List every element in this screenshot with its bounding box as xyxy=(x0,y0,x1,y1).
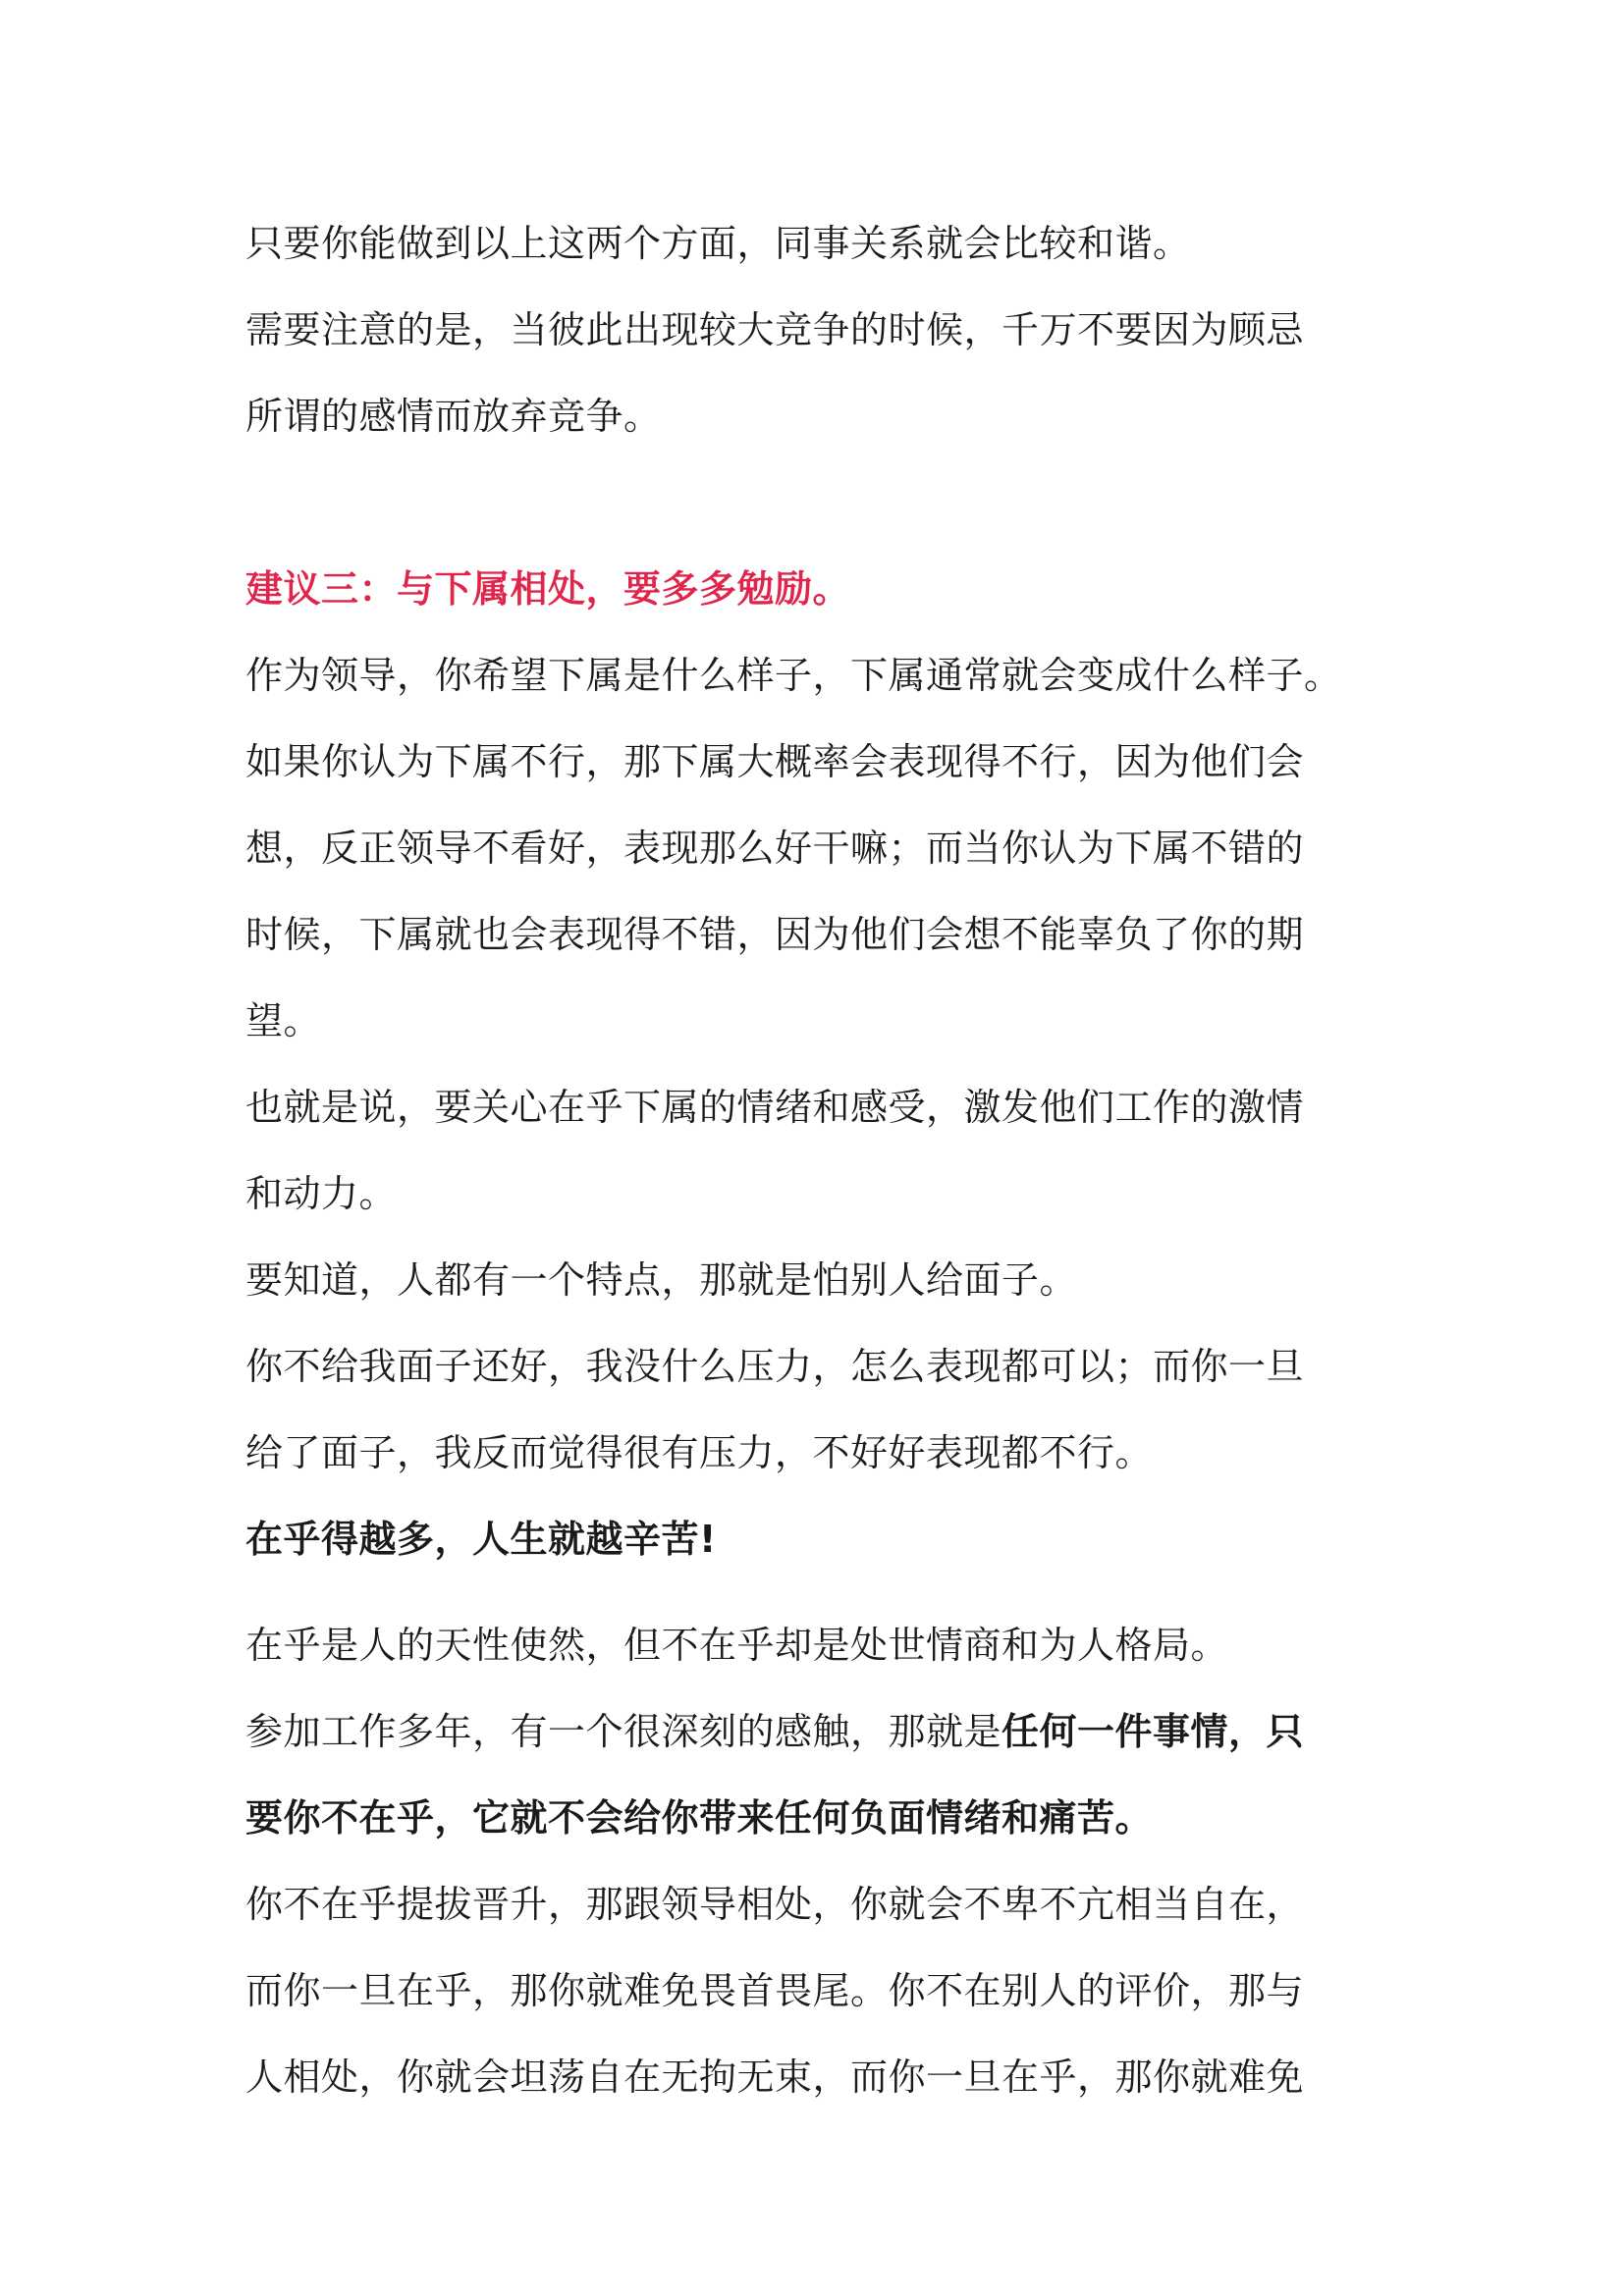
paragraph-line: 人相处，你就会坦荡自在无拘无束，而你一旦在乎，那你就难免 xyxy=(245,2056,1305,2099)
paragraph-line: 要知道，人都有一个特点，那就是怕别人给面子。 xyxy=(245,1258,1078,1302)
paragraph-line: 也就是说，要关心在乎下属的情绪和感受，激发他们工作的激情 xyxy=(245,1086,1305,1129)
paragraph-line xyxy=(245,1704,1304,1759)
paragraph-line: 所谓的感情而放弃竞争。 xyxy=(245,395,662,438)
paragraph-line: 在乎是人的天性使然，但不在乎却是处世情商和为人格局。 xyxy=(245,1624,1229,1667)
paragraph-line: 只要你能做到以上这两个方面，同事关系就会比较和谐。 xyxy=(245,222,1191,265)
paragraph-line: 和动力。 xyxy=(245,1172,398,1215)
paragraph-line: 时候，下属就也会表现得不错，因为他们会想不能辜负了你的期 xyxy=(245,913,1305,956)
paragraph-line: 如果你认为下属不行，那下属大概率会表现得不行，因为他们会 xyxy=(245,740,1305,783)
paragraph-line: 你不在乎提拔晋升，那跟领导相处，你就会不卑不亢相当自在， xyxy=(245,1883,1305,1926)
paragraph-line: 需要注意的是，当彼此出现较大竞争的时候，千万不要因为顾忌 xyxy=(245,308,1305,351)
section-heading: 建议三：与下属相处，要多多勉励。 xyxy=(245,567,851,611)
paragraph-text: 参加工作多年，有一个很深刻的感触，那就是 xyxy=(245,1710,1002,1753)
paragraph-line: 而你一旦在乎，那你就难免畏首畏尾。你不在别人的评价，那与 xyxy=(245,1969,1305,2012)
bold-subheading: 在乎得越多，人生就越辛苦! xyxy=(245,1518,717,1561)
paragraph-line: 作为领导，你希望下属是什么样子，下属通常就会变成什么样子。 xyxy=(245,654,1342,697)
paragraph-line: 望。 xyxy=(245,999,322,1042)
paragraph-line: 想，反正领导不看好，表现那么好干嘛；而当你认为下属不错的 xyxy=(245,827,1305,870)
paragraph-line: 你不给我面子还好，我没什么压力，怎么表现都可以；而你一旦 xyxy=(245,1345,1305,1388)
emphasis-text: 任何一件事情，只 xyxy=(1001,1710,1305,1753)
paragraph-line: 给了面子，我反而觉得很有压力，不好好表现都不行。 xyxy=(245,1431,1154,1474)
emphasis-line: 要你不在乎，它就不会给你带来任何负面情绪和痛苦。 xyxy=(245,1796,1154,1840)
